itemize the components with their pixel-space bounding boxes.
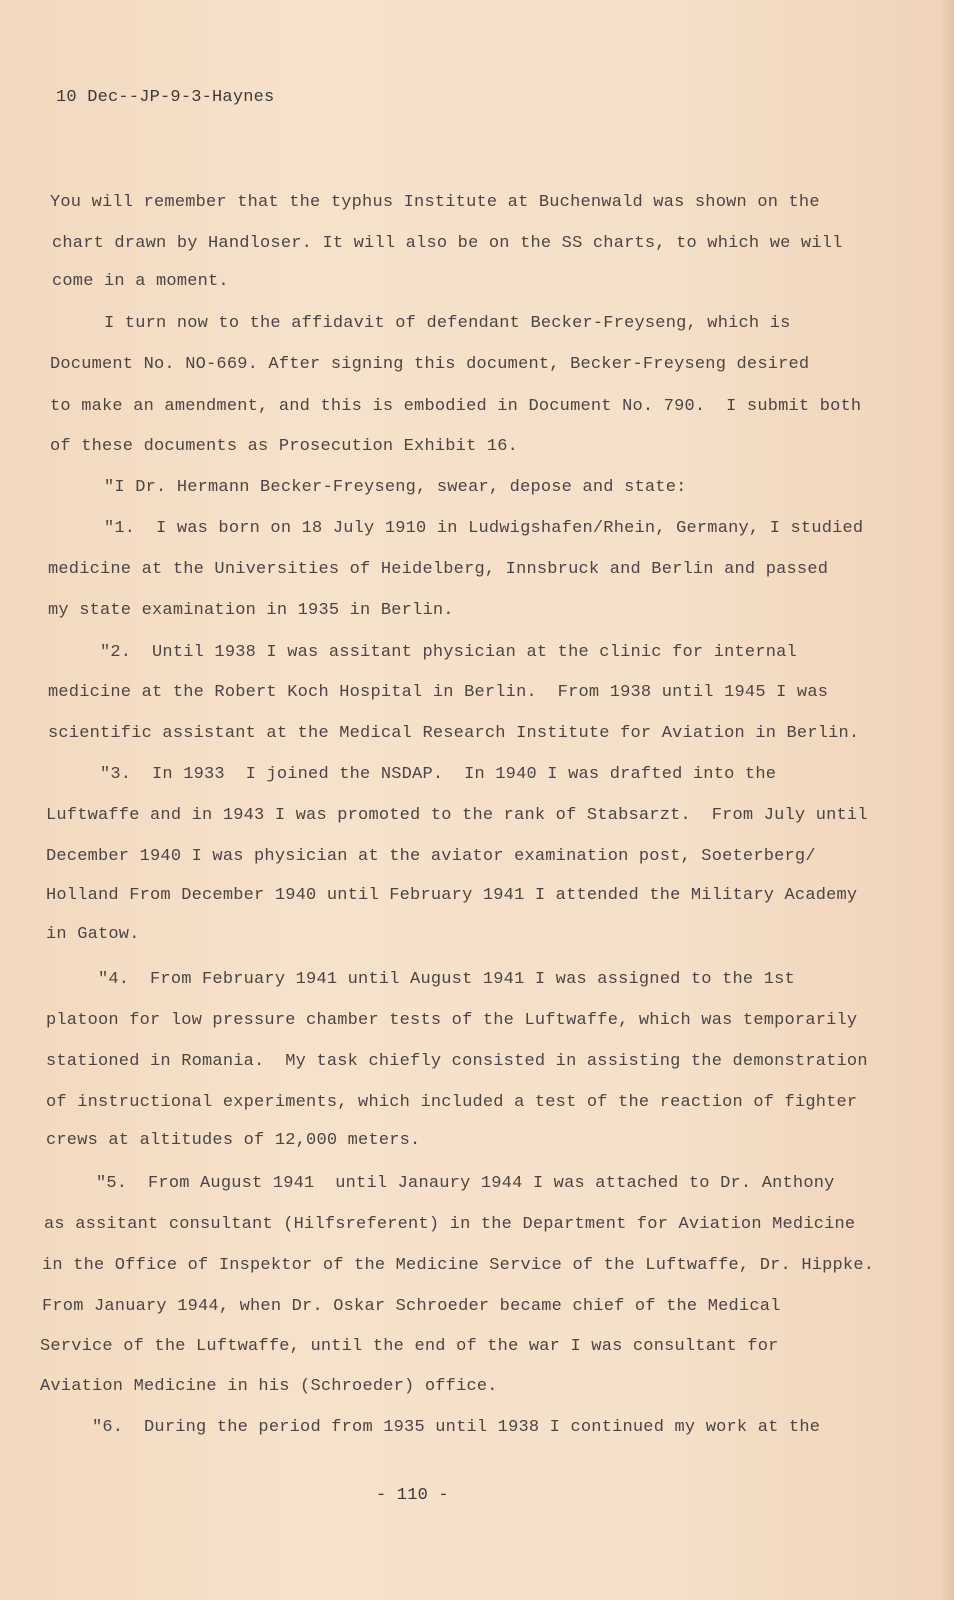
text-line-3: come in a moment. xyxy=(52,272,229,291)
text-line-9: "1. I was born on 18 July 1910 in Ludwigshafen/Rhein, Germany, I studied xyxy=(52,519,864,538)
text-line-17: December 1940 I was physician at the aviator examination post, Soeterberg/ xyxy=(46,847,816,866)
text-line-26: as assitant consultant (Hilfsreferent) in the Department for Aviation Medicine xyxy=(44,1215,856,1234)
text-line-1: You will remember that the typhus Institute at Buchenwald was shown on the xyxy=(50,193,820,212)
text-line-7: of these documents as Prosecution Exhibit 16. xyxy=(50,437,519,456)
text-line-8: "I Dr. Hermann Becker-Freyseng, swear, depose and state: xyxy=(52,478,687,497)
text-line-13: medicine at the Robert Koch Hospital in Berlin. From 1938 until 1945 I was xyxy=(48,683,829,702)
text-line-4: I turn now to the affidavit of defendant Becker-Freyseng, which is xyxy=(52,314,791,333)
page-edge xyxy=(940,0,954,1600)
text-line-31: "6. During the period from 1935 until 1938 I continued my work at the xyxy=(40,1418,821,1437)
text-line-30: Aviation Medicine in his (Schroeder) office. xyxy=(40,1377,498,1396)
text-line-5: Document No. NO-669. After signing this document, Becker-Freyseng desired xyxy=(50,355,810,374)
text-line-10: medicine at the Universities of Heidelberg, Innsbruck and Berlin and passed xyxy=(48,560,829,579)
text-line-19: in Gatow. xyxy=(46,925,140,944)
text-line-2: chart drawn by Handloser. It will also be on the SS charts, to which we will xyxy=(52,234,843,253)
text-line-20: "4. From February 1941 until August 1941 I was assigned to the 1st xyxy=(46,970,795,989)
text-line-14: scientific assistant at the Medical Research Institute for Aviation in Berlin. xyxy=(48,724,860,743)
text-line-23: of instructional experiments, which included a test of the reaction of fighter xyxy=(46,1093,858,1112)
page-number: - 110 - xyxy=(376,1486,449,1505)
text-line-29: Service of the Luftwaffe, until the end of the war I was consultant for xyxy=(40,1337,779,1356)
text-line-22: stationed in Romania. My task chiefly consisted in assisting the demonstration xyxy=(46,1052,868,1071)
text-line-28: From January 1944, when Dr. Oskar Schroeder became chief of the Medical xyxy=(42,1297,781,1316)
text-line-6: to make an amendment, and this is embodied in Document No. 790. I submit both xyxy=(50,397,862,416)
text-line-27: in the Office of Inspektor of the Medicine Service of the Luftwaffe, Dr. Hippke. xyxy=(42,1256,875,1275)
text-line-24: crews at altitudes of 12,000 meters. xyxy=(46,1131,421,1150)
text-line-21: platoon for low pressure chamber tests of the Luftwaffe, which was temporarily xyxy=(46,1011,858,1030)
text-line-16: Luftwaffe and in 1943 I was promoted to the rank of Stabsarzt. From July until xyxy=(46,806,868,825)
text-line-25: "5. From August 1941 until Janaury 1944 I was attached to Dr. Anthony xyxy=(44,1174,835,1193)
text-line-11: my state examination in 1935 in Berlin. xyxy=(48,601,454,620)
text-line-12: "2. Until 1938 I was assitant physician at the clinic for internal xyxy=(48,643,797,662)
text-line-18: Holland From December 1940 until February 1941 I attended the Military Academy xyxy=(46,886,858,905)
document-header: 10 Dec-‑JP-9-3-Haynes xyxy=(56,88,275,107)
text-line-15: "3. In 1933 I joined the NSDAP. In 1940 I was drafted into the xyxy=(48,765,777,784)
